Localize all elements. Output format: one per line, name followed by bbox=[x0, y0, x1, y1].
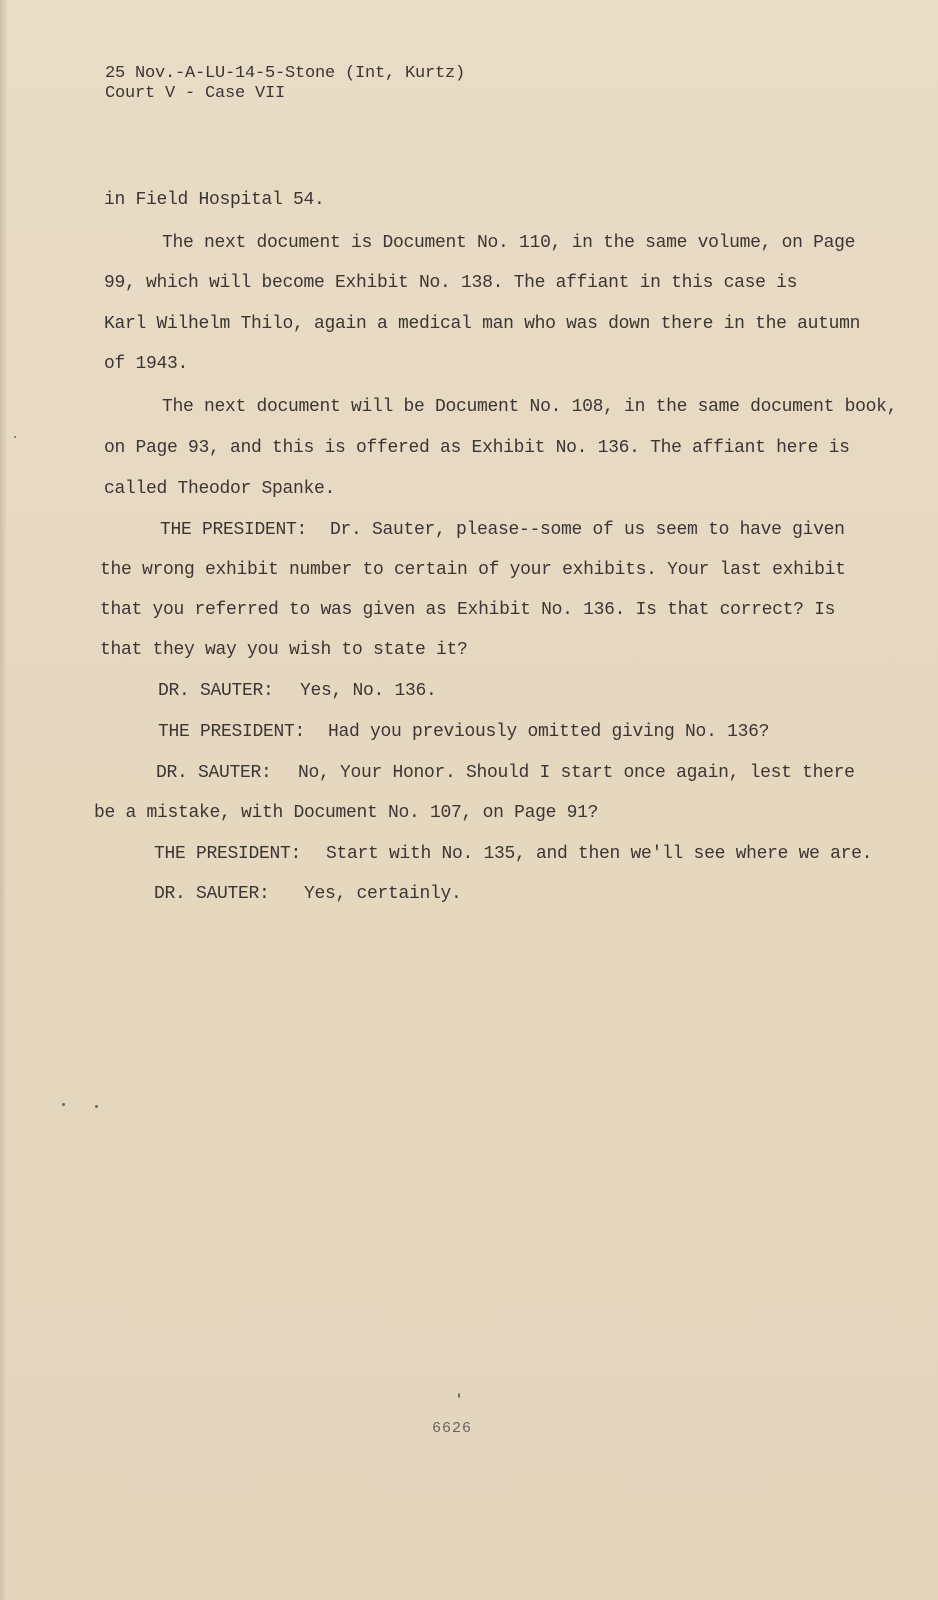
text-line: called Theodor Spanke. bbox=[104, 479, 336, 499]
dialogue-text: Yes, certainly. bbox=[304, 884, 462, 904]
speaker-label: DR. SAUTER: bbox=[154, 884, 270, 904]
dialogue-text: Dr. Sauter, please--some of us seem to have given bbox=[330, 520, 845, 540]
speaker-label: DR. SAUTER: bbox=[158, 681, 274, 701]
text-line: that they way you wish to state it? bbox=[100, 640, 468, 660]
dialogue-text: No, Your Honor. Should I start once again, lest there bbox=[298, 763, 855, 783]
page-number: 6626 bbox=[432, 1420, 473, 1437]
text-line: the wrong exhibit number to certain of your exhibits. Your last exhibit bbox=[100, 560, 846, 580]
dialogue-line bbox=[160, 520, 845, 540]
text-line: The next document is Document No. 110, in the same volume, on Page bbox=[162, 233, 856, 253]
page-edge-shadow bbox=[0, 0, 7, 1600]
text-line: The next document will be Document No. 108, in the same document book, bbox=[162, 397, 898, 417]
text-line: that you referred to was given as Exhibit No. 136. Is that correct? Is bbox=[100, 600, 836, 620]
paper-speck bbox=[458, 1393, 460, 1398]
dialogue-line bbox=[158, 681, 437, 701]
dialogue-line bbox=[154, 884, 462, 904]
paper-speck bbox=[95, 1105, 98, 1108]
text-line: of 1943. bbox=[104, 354, 189, 374]
dialogue-line bbox=[158, 722, 769, 742]
dialogue-line bbox=[154, 844, 872, 864]
document-header bbox=[105, 64, 465, 104]
text-line: in Field Hospital 54. bbox=[104, 190, 325, 210]
text-line: on Page 93, and this is offered as Exhibit No. 136. The affiant here is bbox=[104, 438, 850, 458]
dialogue-line bbox=[156, 763, 855, 783]
header-line-1: 25 Nov.-A-LU-14-5-Stone (Int, Kurtz) bbox=[105, 64, 466, 83]
speaker-label: THE PRESIDENT: bbox=[154, 844, 302, 864]
dialogue-text: Start with No. 135, and then we'll see where we are. bbox=[326, 844, 873, 864]
paper-speck bbox=[14, 436, 16, 438]
text-line: 99, which will become Exhibit No. 138. The affiant in this case is bbox=[104, 273, 798, 293]
dialogue-text: Yes, No. 136. bbox=[300, 681, 437, 701]
speaker-label: THE PRESIDENT: bbox=[160, 520, 308, 540]
speaker-label: DR. SAUTER: bbox=[156, 763, 272, 783]
dialogue-text: Had you previously omitted giving No. 136? bbox=[328, 722, 770, 742]
text-line: be a mistake, with Document No. 107, on Page 91? bbox=[94, 803, 599, 823]
header-line-2: Court V - Case VII bbox=[105, 84, 286, 103]
speaker-label: THE PRESIDENT: bbox=[158, 722, 306, 742]
paper-speck bbox=[62, 1103, 65, 1106]
text-line: Karl Wilhelm Thilo, again a medical man who was down there in the autumn bbox=[104, 314, 861, 334]
